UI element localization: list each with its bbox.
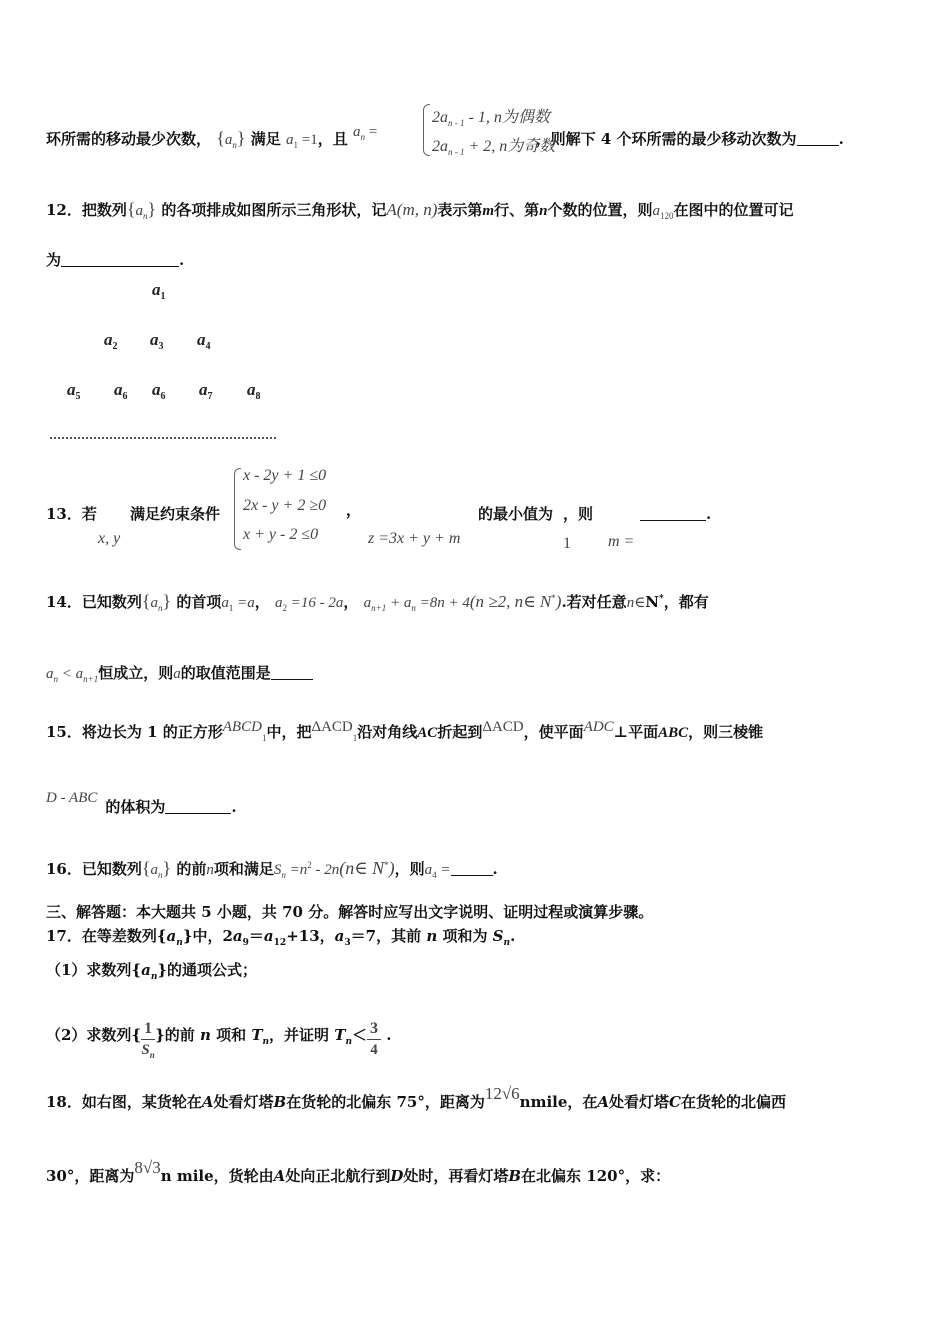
triangle-a8: $a_8$ (247, 380, 261, 402)
q11-case-odd: $2a_{n - 1} + 2$, n为奇数 (432, 138, 556, 157)
triangle-a1: $a_1$ (152, 280, 166, 302)
q16-line: 16．已知数列$\{a_n\}$ 的前n项和满足$S_n =n^2$ - 2n(n∈ N*)，则$a_4$ = . (46, 858, 498, 880)
q13-brace (234, 468, 241, 550)
q14-line1: 14．已知数列$\{a_n\}$ 的首项$a_1 =a$， $a_2 =16 - 2a$， $a_{n+1} + a_n =8n + 4(n \ge 2$, n∈ N*).若对任意n∈N*，都有 (46, 591, 709, 613)
q14-line2: $a_n < a_{n+1}$恒成立，则a的取值范围是 (46, 663, 313, 689)
q13-cond3: x + y - 2 ≤0 (243, 526, 319, 543)
q17-stem: 17．在等差数列$\{a_n\}$中，$2a_9=a_{12}+13$，$a_3=7$，其前 n 项和为 $S_n$. (46, 927, 516, 948)
q15-line2: D - ABC 的体积为 . (46, 790, 237, 816)
fraction-one-over-sn: $\frac{1}{S_n}$ (141, 1020, 155, 1060)
q15-line1: 15．将边长为 1 的正方形$ABCD_1$中，把$\Delta ACD_1$沿对角线AC折起到ΔACD，使平面ADC⊥平面ABC，则三棱锥 (46, 719, 764, 743)
triangle-a2: $a_2$ (104, 330, 118, 352)
q13-comma: ， (346, 501, 362, 519)
section-three-heading: 三、解答题：本大题共 5 小题，共 70 分。解答时应写出文字说明、证明过程或演算步骤。 (46, 903, 654, 921)
q13-objective: z =3x + y + m (368, 530, 461, 547)
fraction-three-quarters: $\frac{3}{4}$ (367, 1019, 381, 1060)
triangle-continuation-dots (50, 437, 276, 439)
q13-one: 1 (563, 535, 571, 552)
q12-line2: 为 . (46, 251, 185, 269)
triangle-a6-second: $a_6$ (152, 380, 166, 402)
q13-cond2: 2x - y + 2 ≥0 (243, 497, 327, 514)
q13-cond1: x - 2y + 1 ≤0 (243, 467, 327, 484)
triangle-a3: $a_3$ (150, 330, 164, 352)
q18-line2: 30°，距离为8√3n mile，货轮由A处向正北航行到D处时，再看灯塔B在北偏东 120°，求： (46, 1158, 671, 1185)
triangle-a4: $a_4$ (197, 330, 211, 352)
q11-line: 环所需的移动最少次数， $\{a_n\}$ 满足 $a_1 =1$，且 $a^n$ = ，则解下 4 个环所需的最少移动次数为 . (46, 124, 844, 150)
triangle-a5: $a_5$ (67, 380, 81, 402)
triangle-a7: $a_7$ (199, 380, 213, 402)
q13-m: m = (608, 533, 635, 550)
q12-line1: 12．把数列$\{a_n\}$ 的各项排成如图所示三角形状，记A(m, n)表示第m行、第n个数的位置，则$a_{120}$在图中的位置可记 (46, 199, 794, 221)
q11-case-even: $2a_{n - 1} - 1$, n为偶数 (432, 109, 550, 128)
q13-blank: . (640, 504, 711, 524)
q17-part2: （2）求数列{ $\frac{1}{S_n}$ }的前 n 项和 $T_n$，并证明 $T_n<$ $\frac{3}{4}$ . (46, 1019, 391, 1065)
q17-part1: （1）求数列$\{a_n\}$的通项公式； (46, 961, 258, 982)
q13-min: 的最小值为 ，则 (478, 505, 594, 523)
q18-line1: 18．如右图，某货轮在A处看灯塔B在货轮的北偏东 75°，距离为12√6nmile，在A处看灯塔C在货轮的北偏西 (46, 1084, 787, 1111)
q13-label-start: 13．若 (46, 505, 97, 523)
q13-label-constraint: 满足约束条件 (130, 505, 221, 523)
triangle-a6-first: $a_6$ (114, 380, 128, 402)
q13-xy: x, y (98, 530, 121, 547)
q11-brace (423, 104, 430, 156)
